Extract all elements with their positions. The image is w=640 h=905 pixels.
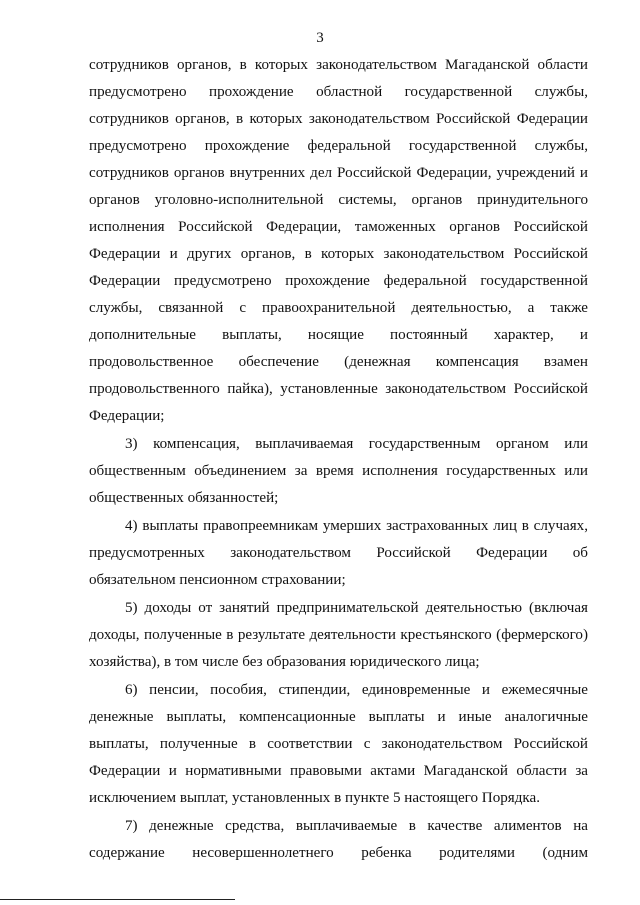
paragraph-item-7: 7) денежные средства, выплачиваемые в качестве алиментов на содержание несовершеннолетнего ребенка родителями (одним — [89, 818, 588, 861]
paragraph-continuation: сотрудников органов, в которых законодательством Магаданской области предусмотрено прохождение областной государственной службы, сотрудников органов, в которых законодательством Российской Федерации предусмотрено прохождение федеральной государственной службы, сотрудников органов внутренних дел Российской Федерации, учреждений и органов уголовно-исполнительной системы, органов принудительного исполнения Российской Федерации, таможенных органов Российской Федерации и других органов, в которых законодательством Российской Федерации предусмотрено прохождение федеральной государственной службы, связанной с правоохранительной деятельностью, а также дополнительные выплаты, носящие постоянный характер, и продовольственное обеспечение (денежная компенсация взамен продовольственного пайка), установленные законодательством Российской Федерации; — [89, 57, 588, 424]
paragraph-item-3: 3) компенсация, выплачиваемая государственным органом или общественным объединением за время исполнения государственных или общественных обязанностей; — [89, 436, 588, 506]
paragraph-item-5: 5) доходы от занятий предпринимательской деятельностью (включая доходы, полученные в результате деятельности крестьянского (фермерского) хозяйства), в том числе без образования юридического лица; — [89, 600, 588, 670]
footer-divider — [0, 899, 235, 900]
paragraph-item-4: 4) выплаты правопреемникам умерших застрахованных лиц в случаях, предусмотренных законодательством Российской Федерации об обязательном пенсионном страховании; — [89, 518, 588, 588]
paragraph-item-6: 6) пенсии, пособия, стипендии, единовременные и ежемесячные денежные выплаты, компенсационные выплаты и иные аналогичные выплаты, полученные в соответствии с законодательством Российской Федерации и нормативными правовыми актами Магаданской области за исключением выплат, установленных в пункте 5 настоящего Порядка. — [89, 682, 588, 806]
page-number: 3 — [316, 30, 324, 46]
document-body — [89, 52, 588, 867]
